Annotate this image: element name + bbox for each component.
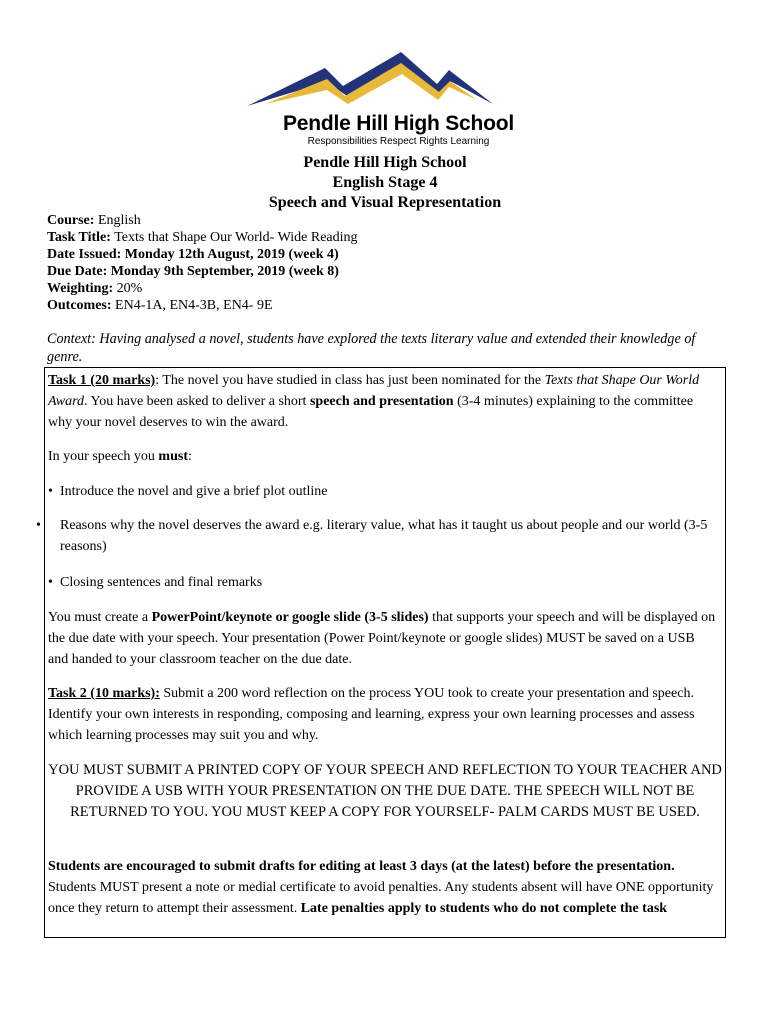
submission-notice: YOU MUST SUBMIT A PRINTED COPY OF YOUR SPEECH AND REFLECTION TO YOUR TEACHER AND PROVIDE A USB WITH YOUR PRESENTATION ON THE DUE DATE. THE SPEECH WILL NOT BE RETURNED TO YOU. YOU MUST KEEP A COPY FOR YOURSELF- PALM CARDS MUST BE USED. <box>48 762 722 820</box>
assessment-details <box>47 212 358 314</box>
task1-paragraph: Task 1 (20 marks): The novel you have studied in class has just been nominated for the Texts that Shape Our World Award. You have been asked to deliver a short speech and presentation (3-4 minutes) explaining to the committee why your novel deserves to win the award. <box>48 373 700 430</box>
date-issued-line: Date Issued: Monday 12th August, 2019 (week 4) <box>47 247 339 262</box>
final-paragraph: Students are encouraged to submit drafts for editing at least 3 days (at the latest) before the presentation. Students MUST present a note or medial certificate to avoid penalties. Any students absent will have ONE opportunity once they return to attempt their assessment. Late penalties apply to students who do not complete the task <box>48 859 714 916</box>
bullet-icon: • <box>48 484 53 499</box>
outcomes-line: Outcomes: EN4-1A, EN4-3B, EN4- 9E <box>47 298 273 313</box>
school-logo <box>0 0 770 150</box>
weighting-line: Weighting: 20% <box>47 281 143 296</box>
bullet-icon: • <box>48 575 53 590</box>
heading-title: Speech and Visual Representation <box>268 194 502 211</box>
presentation-paragraph: You must create a PowerPoint/keynote or google slide (3-5 slides) that supports your speech and will be displayed on the due date with your speech. Your presentation (Power Point/keynote or google slides) MUST be saved on a USB and handed to your classroom teacher on the due date. <box>48 610 716 667</box>
context-paragraph: Context: Having analysed a novel, students have explored the texts literary value and extended their knowledge of genre. <box>47 331 696 365</box>
list-item: • Introduce the novel and give a brief plot outline <box>48 481 716 502</box>
logo-motto: Responsibilities Respect Rights Learning <box>307 136 490 147</box>
task-box <box>36 367 726 938</box>
task2-paragraph: Task 2 (10 marks): Submit a 200 word reflection on the process YOU took to create your presentation and speech. Identify your own interests in responding, composing and learning, express your own learning processes and assess which learning processes may suit you and why. <box>48 686 695 743</box>
course-line: Course: English <box>47 213 141 228</box>
list-item: • Closing sentences and final remarks <box>48 572 716 593</box>
mountains-logo-icon <box>247 52 497 110</box>
heading-school: Pendle Hill High School <box>303 154 467 171</box>
list-item: • Reasons why the novel deserves the award e.g. literary value, what has it taught us about people and our world (3-5 reasons) <box>48 515 716 557</box>
task-title-line: Task Title: Texts that Shape Our World- Wide Reading <box>47 230 358 245</box>
bullet-icon: • <box>36 518 41 533</box>
must-intro: In your speech you must: <box>48 449 192 464</box>
logo-school-name: Pendle Hill High School <box>282 112 515 135</box>
due-date-line: Due Date: Monday 9th September, 2019 (week 8) <box>47 264 339 279</box>
heading-stage: English Stage 4 <box>332 174 438 191</box>
